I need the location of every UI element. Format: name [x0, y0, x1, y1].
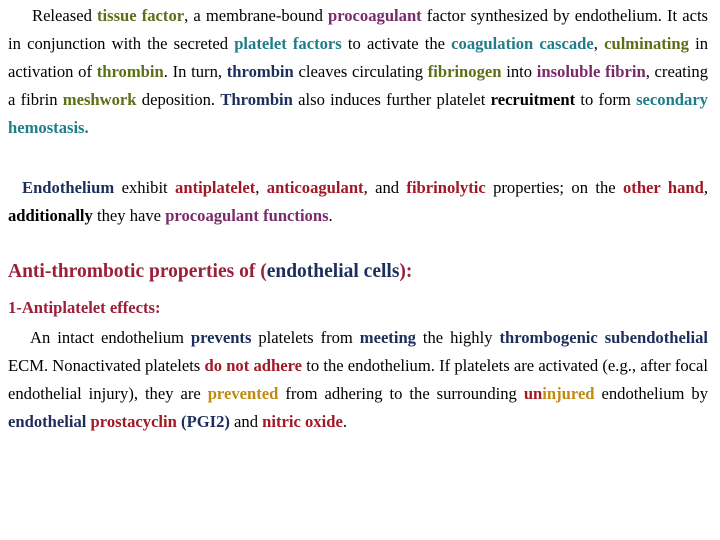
text-span: from adhering to the surrounding	[278, 384, 524, 403]
text-span: and	[229, 412, 263, 431]
text-span: ,	[255, 178, 267, 197]
term-thrombin: Thrombin	[220, 90, 293, 109]
term-do-not-adhere: do not adhere	[204, 356, 303, 375]
term-prevented: prevented	[207, 384, 279, 403]
text-span: Released	[32, 6, 97, 25]
term-injured: injured	[542, 384, 595, 403]
term-nitric-oxide: nitric oxide	[262, 412, 343, 431]
term-culminating: culminating	[604, 34, 689, 53]
term-meshwork: meshwork	[62, 90, 137, 109]
term-thrombogenic-subendothelial: thrombogenic subendothelial	[499, 328, 708, 347]
term-secondary-hemostasis: secondary hemostasis.	[8, 90, 708, 137]
term-thrombin: thrombin	[96, 62, 164, 81]
text-span: into	[501, 62, 537, 81]
term-additionally: additionally	[8, 206, 93, 225]
term-procoagulant: procoagulant	[327, 6, 422, 25]
term-un-prefix: un	[523, 384, 543, 403]
text-span: .	[328, 206, 333, 225]
term-endothelial: endothelial	[8, 412, 87, 431]
term-prostacyclin: prostacyclin	[90, 412, 177, 431]
term-endothelium: Endothelium	[22, 178, 115, 197]
term-other-hand: other hand	[623, 178, 704, 197]
text-span: . In turn,	[163, 62, 227, 81]
term-thrombin: thrombin	[226, 62, 294, 81]
text-span: An intact endothelium	[30, 328, 191, 347]
paragraph-antiplatelet-effects	[8, 324, 708, 436]
text-span: to activate the	[341, 34, 452, 53]
term-recruitment: recruitment	[490, 90, 576, 109]
text-span: in activation of	[8, 34, 708, 81]
text-span: , a membrane-bound	[184, 6, 328, 25]
section-heading	[8, 258, 708, 286]
text-span: exhibit	[114, 178, 176, 197]
term-antiplatelet: antiplatelet	[175, 178, 256, 197]
text-span: ECM. Nonactivated platelets	[8, 356, 205, 375]
text-span: endothelium by	[594, 384, 709, 403]
text-span: the highly	[415, 328, 500, 347]
text-span: , and	[363, 178, 407, 197]
text-span: platelets from	[251, 328, 360, 347]
term-tissue-factor: tissue factor	[97, 6, 185, 25]
term-pgi2: (PGI2)	[176, 412, 230, 431]
term-insoluble-fibrin: insoluble fibrin	[536, 62, 646, 81]
term-coagulation-cascade: coagulation cascade	[451, 34, 594, 53]
term-fibrinogen: fibrinogen	[427, 62, 502, 81]
term-platelet-factors: platelet factors	[234, 34, 342, 53]
subsection-heading: 1-Antiplatelet effects:	[8, 298, 161, 317]
text-span: deposition.	[136, 90, 221, 109]
text-span: factor synthesized by endothelium. It acts in conjunction with the secreted	[8, 6, 709, 53]
text-span: properties; on the	[485, 178, 623, 197]
text-span: to form	[575, 90, 637, 109]
text-span: also induces further platelet	[292, 90, 491, 109]
term-fibrinolytic: fibrinolytic	[406, 178, 486, 197]
text-span: to the endothelium. If platelets are activated (e.g., after focal endothelial injury), they are	[8, 356, 708, 403]
text-span: .	[342, 412, 347, 431]
heading-text: Anti-thrombotic properties of (	[8, 261, 267, 282]
paragraph-endothelium-properties	[8, 174, 708, 230]
heading-text: ):	[399, 261, 413, 282]
heading-term-endothelial-cells: endothelial cells	[266, 261, 400, 282]
term-prevents: prevents	[190, 328, 252, 347]
text-span: cleaves circulating	[293, 62, 428, 81]
text-span: ,	[703, 178, 708, 197]
text-span: , creating a fibrin	[8, 62, 708, 109]
paragraph-tissue-factor	[8, 2, 708, 142]
text-span: ,	[593, 34, 605, 53]
term-meeting: meeting	[359, 328, 416, 347]
term-anticoagulant: anticoagulant	[266, 178, 364, 197]
text-span: they have	[92, 206, 166, 225]
term-procoagulant-functions: procoagulant functions	[165, 206, 329, 225]
